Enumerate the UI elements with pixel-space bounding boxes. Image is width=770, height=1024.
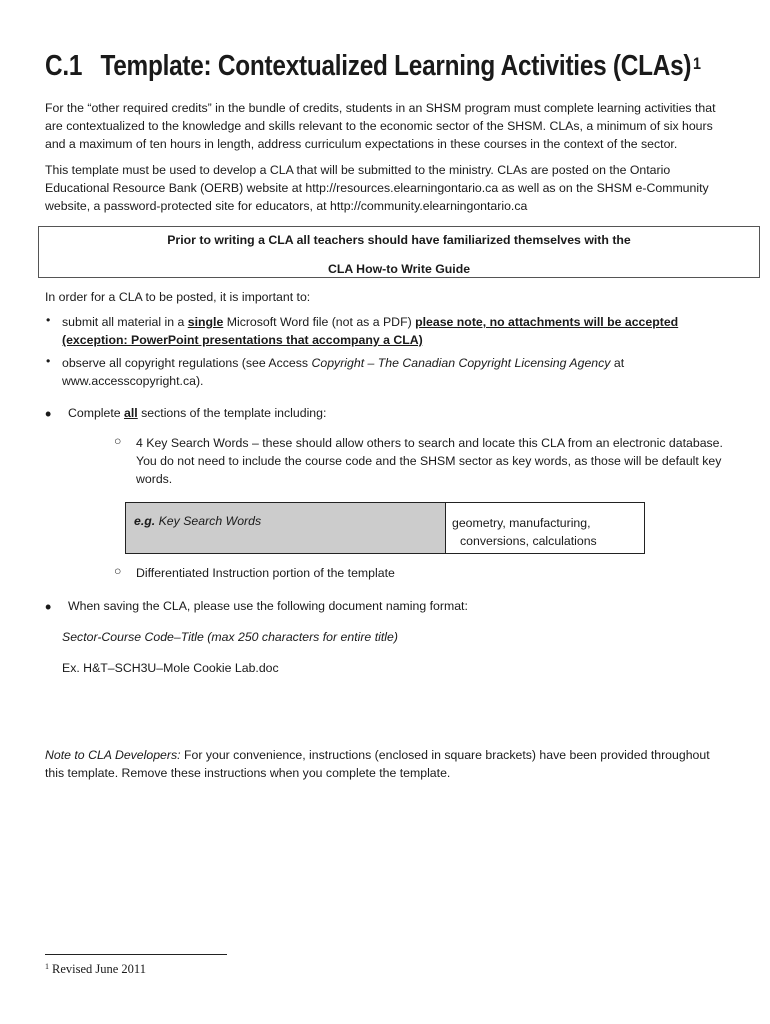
item3-text-c: sections of the template including:: [137, 406, 327, 420]
item1-text-a: submit all material in a: [62, 315, 188, 329]
note-text: For your convenience, instructions (enclosed in square brackets) have been provided throughout this template. Remove these instructions when you complete the template.: [45, 748, 710, 780]
footnote-divider: [45, 954, 227, 955]
keywords-value-cell: [446, 503, 644, 553]
note-label: Note to CLA Developers:: [45, 748, 181, 762]
item1-no-attachments: please note, no attachments will be accepted: [415, 315, 679, 329]
notice-line-2: CLA How-to Write Guide: [327, 262, 471, 276]
bullet-marker: [46, 354, 50, 368]
item1-text-c: Microsoft Word file (not as a PDF): [223, 315, 416, 329]
footnote-ref: 1: [692, 54, 701, 73]
keywords-table: [125, 502, 645, 554]
item2-agency: Copyright – The Canadian Copyright Licensing Agency: [311, 356, 611, 370]
requirements-lead: In order for a CLA to be posted, it is important to:: [45, 290, 311, 304]
item1-exception: (exception: PowerPoint presentations that accompany a CLA): [62, 333, 423, 347]
intro-paragraph-1: For the “other required credits” in the bundle of credits, students in an SHSM program must complete learning activities that are contextualized to the knowledge and skills relevant to the economic sector of the SHSM. CLAs, a minimum of six hours and a maximum of ten hours in length, address curriculum expectations in these courses in the context of the sector.: [45, 101, 716, 151]
item1-emphasis-single: single: [187, 315, 224, 329]
page-title: [45, 50, 701, 83]
notice-box: [38, 226, 760, 278]
sub-item-key-search-words: 4 Key Search Words – these should allow others to search and locate this CLA from an electronic database. You do not need to include the course code and the SHSM sector as key words, as those will be default key words.: [136, 436, 723, 486]
item3-text-a: Complete: [68, 406, 125, 420]
developer-note: [45, 746, 725, 782]
requirement-item-complete-all: [68, 404, 326, 422]
footnote-text: Revised June 2011: [52, 962, 146, 976]
item3-emphasis-all: all: [124, 406, 138, 420]
title-text: Template: Contextualized Learning Activities (CLAs): [100, 50, 692, 82]
circle-bullet-icon: ○: [114, 434, 122, 448]
keywords-value-line-2: conversions, calculations: [460, 534, 597, 548]
keywords-label-cell: [126, 503, 446, 553]
naming-example: Ex. H&T–SCH3U–Mole Cookie Lab.doc: [62, 661, 279, 675]
sub-item-differentiated-instruction: Differentiated Instruction portion of the template: [136, 566, 395, 580]
notice-line-1: Prior to writing a CLA all teachers should have familiarized themselves with the: [167, 233, 631, 247]
keywords-label-bold: e.g.: [134, 514, 156, 528]
footnote: [45, 962, 146, 977]
item2-text-c: at www.accesscopyright.ca).: [62, 356, 625, 388]
bullet-marker: [45, 600, 51, 614]
requirement-item-naming: When saving the CLA, please use the following document naming format:: [68, 599, 468, 613]
footnote-marker: 1: [45, 962, 49, 971]
requirement-item-word-file: [62, 313, 722, 349]
item2-text-a: observe all copyright regulations (see Access: [62, 356, 312, 370]
bullet-marker: [46, 313, 50, 327]
section-number: C.1: [45, 50, 83, 82]
requirement-item-copyright: [62, 354, 722, 390]
keywords-label-text: Key Search Words: [155, 514, 262, 528]
naming-format: Sector-Course Code–Title (max 250 characters for entire title): [62, 630, 398, 644]
intro-paragraph-2: This template must be used to develop a CLA that will be submitted to the ministry. CLAs are posted on the Ontario Educational Resource Bank (OERB) website at http://resources.elearningontario.ca as well as on the SHSM e-Community website, a password-protected site for educators, at http://community.elearningontario.ca: [45, 163, 709, 213]
keywords-value-line-1: geometry, manufacturing,: [452, 516, 591, 530]
bullet-marker: [45, 407, 51, 421]
circle-bullet-icon: ○: [114, 564, 122, 578]
